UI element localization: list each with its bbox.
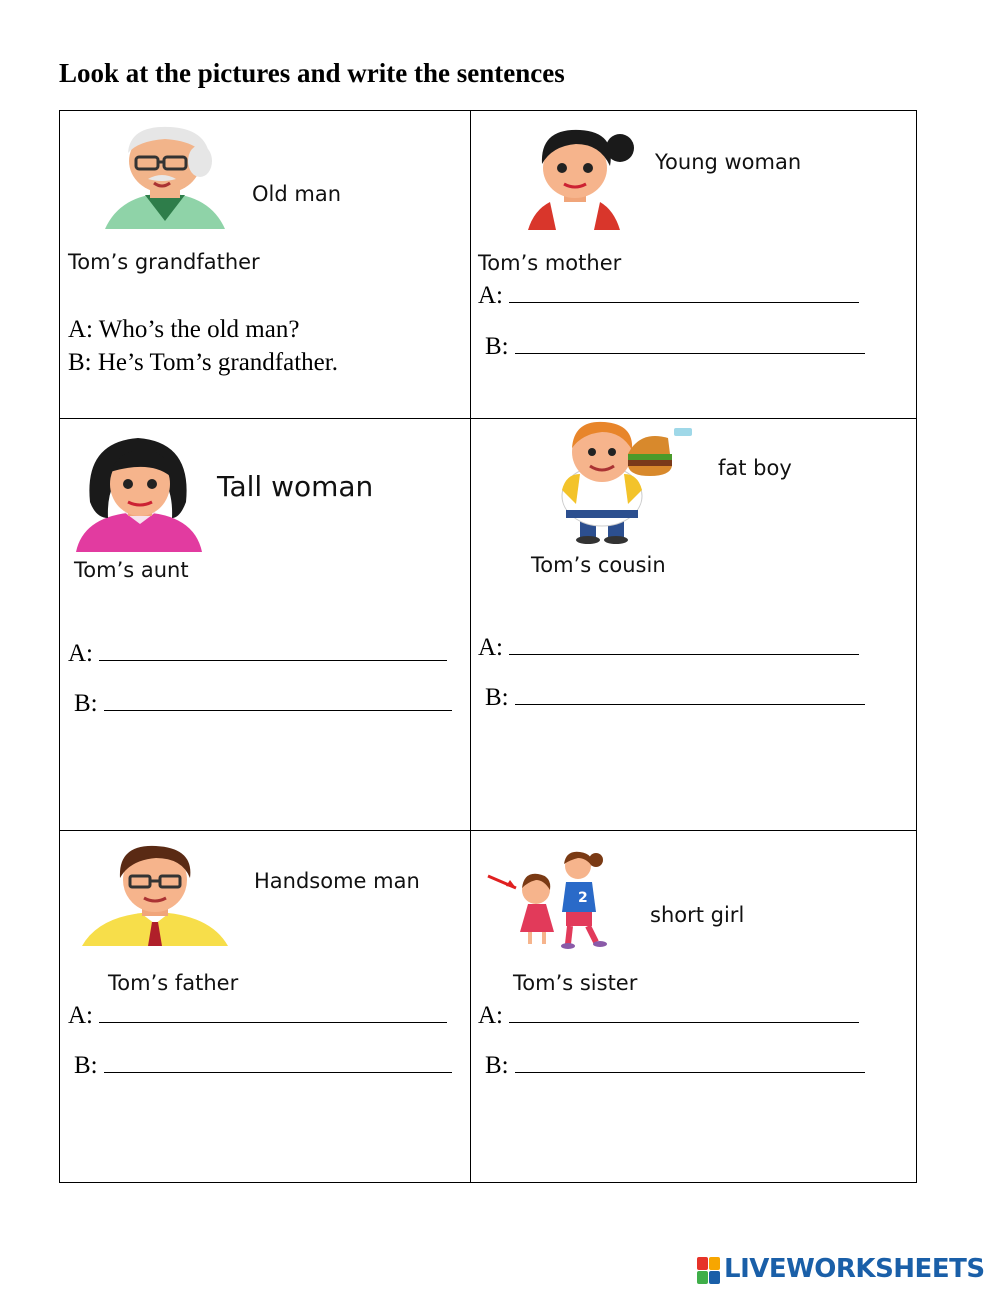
answer-line-b[interactable] <box>485 684 865 712</box>
answer-line-b[interactable] <box>74 1052 452 1080</box>
answer-line-a[interactable] <box>478 282 859 310</box>
answer-b-label: B: <box>74 690 98 717</box>
relation-text: Tom’s father <box>108 971 239 995</box>
relation-text: Tom’s sister <box>513 971 638 995</box>
relation-text: Tom’s mother <box>478 251 622 275</box>
svg-text:2: 2 <box>578 890 588 906</box>
cell-label: Tall woman <box>217 470 374 503</box>
grid-divider-row-1 <box>60 418 916 419</box>
answer-a-label: A: <box>478 282 503 309</box>
grandfather-icon <box>100 123 230 231</box>
young-woman-icon <box>520 122 638 232</box>
cell-label: Young woman <box>655 150 802 174</box>
answer-a-label: A: <box>478 634 503 661</box>
answer-a: A: Who’s the old man? <box>68 316 300 343</box>
answer-a-label: A: <box>68 1002 93 1029</box>
cell-label: Old man <box>252 182 342 206</box>
answer-line-b[interactable] <box>485 1052 865 1080</box>
answer-a-label: A: <box>478 1002 503 1029</box>
girls-icon <box>486 852 626 952</box>
answer-line-a[interactable] <box>68 640 447 668</box>
answer-line-a[interactable] <box>68 1002 447 1030</box>
answer-b-label: B: <box>485 1052 509 1079</box>
relation-text: Tom’s aunt <box>74 558 189 582</box>
relation-text: Tom’s cousin <box>531 553 666 577</box>
answer-b-label: B: <box>485 684 509 711</box>
cell-label: Handsome man <box>254 869 420 893</box>
worksheet-title: Look at the pictures and write the sentences <box>59 58 565 88</box>
aunt-icon <box>76 432 204 554</box>
fat-boy-icon <box>550 420 700 545</box>
answer-line-b[interactable] <box>74 690 452 718</box>
father-icon <box>80 844 230 948</box>
answer-a-label: A: <box>68 640 93 667</box>
liveworksheets-logo-text: LIVEWORKSHEETS <box>724 1254 985 1284</box>
relation-text: Tom’s grandfather <box>68 250 260 274</box>
cell-label: fat boy <box>718 456 792 480</box>
grid-divider-vertical <box>470 111 471 1182</box>
answer-line-a[interactable] <box>478 634 859 662</box>
answer-b-label: B: <box>74 1052 98 1079</box>
answer-b: B: He’s Tom’s grandfather. <box>68 349 338 376</box>
answer-line-b[interactable] <box>485 333 865 361</box>
answer-line-a[interactable] <box>478 1002 859 1030</box>
answer-b-label: B: <box>485 333 509 360</box>
liveworksheets-logo-icon <box>697 1257 721 1287</box>
grid-divider-row-2 <box>60 830 916 831</box>
cell-label: short girl <box>650 903 745 927</box>
